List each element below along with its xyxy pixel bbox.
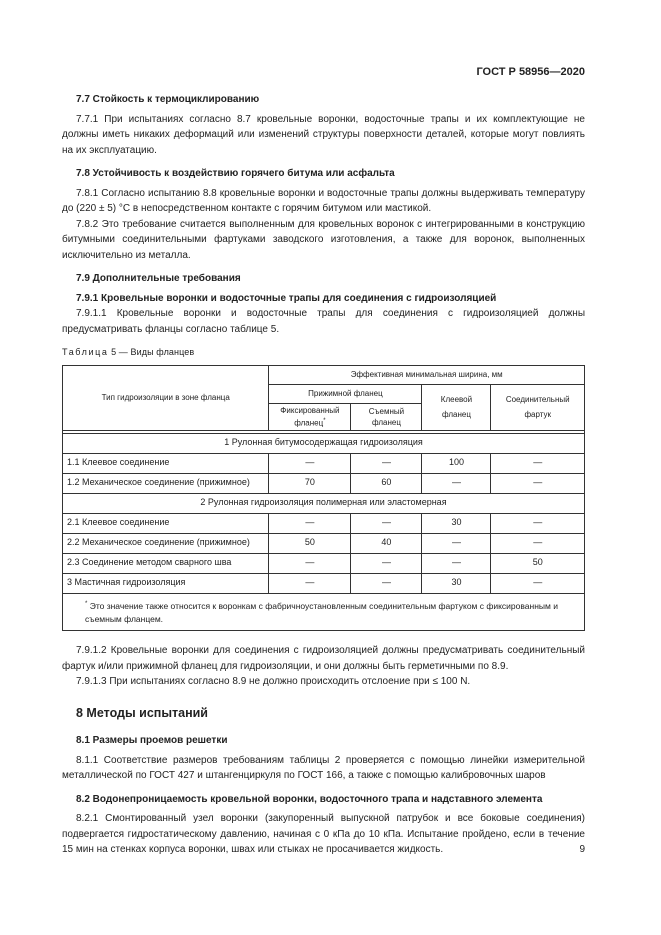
header-effective-width: Эффективная минимальная ширина, мм	[269, 365, 585, 384]
section-8-title: 8 Методы испытаний	[76, 705, 208, 720]
header-glue-flange: Клеевой фланец	[422, 384, 491, 430]
table-row: 1.1 Клеевое соединение — — 100 —	[63, 453, 585, 473]
table-footnote: * Это значение также относится к воронкам с фабричноустановленным соединительным фартуком с фиксированным и съемным фланцем.	[63, 593, 585, 631]
table-row: 2.1 Клеевое соединение — — 30 —	[63, 513, 585, 533]
table-row: 3 Мастичная гидроизоляция — — 30 —	[63, 573, 585, 593]
paragraph-7-9-1-2: 7.9.1.2 Кровельные воронки для соединения с гидроизоляцией должны предусматривать соединительный фартук и/или прижимной фланец для гидроизоляции, и они должны быть герметичными по 8.9.	[62, 645, 585, 672]
page-content	[62, 92, 585, 858]
table-row: 2.2 Механическое соединение (прижимное) 50 40 — —	[63, 533, 585, 553]
header-removable-flange: Съемный фланец	[351, 403, 422, 430]
header-fixed-flange: Фиксированный фланец*	[269, 403, 351, 430]
section-7-7-title: 7.7 Стойкость к термоциклированию	[76, 94, 260, 105]
header-clamp-flange: Прижимной фланец	[269, 384, 422, 403]
paragraph-8-2-1: 8.2.1 Смонтированный узел воронки (закупоренный выпускной патрубок и все боковые соединения) подвергается гидростатическому давлению, начиная с 0 кПа до 10 кПа. Испытание пройдено, если в течение 15 мин на стенках корпуса воронки, швах или стыках не просачивается жидкость.	[62, 813, 585, 856]
table-caption: Таблица 5 — Виды фланцев	[62, 347, 195, 357]
paragraph-7-8-1: 7.8.1 Согласно испытанию 8.8 кровельные воронки и водосточные трапы должны выдерживать температуру до (220 ± 5) °С в непосредственном контакте с горячим битумом или мастикой.	[62, 187, 585, 214]
table-row: 1.2 Механическое соединение (прижимное) 70 60 — —	[63, 473, 585, 493]
section-7-9-1-title: 7.9.1 Кровельные воронки и водосточные трапы для соединения с гидроизоляцией	[76, 292, 497, 304]
document-code: ГОСТ Р 58956—2020	[476, 66, 585, 78]
section-7-8-title: 7.8 Устойчивость к воздействию горячего битума или асфальта	[76, 168, 395, 179]
header-connecting-apron: Соединительный фартук	[491, 384, 585, 430]
section-8-2-title: 8.2 Водонепроницаемость кровельной воронки, водосточного трапа и надставного элемента	[76, 793, 543, 805]
group-row-bitumen: 1 Рулонная битумосодержащая гидроизоляция	[63, 433, 585, 453]
paragraph-7-9-1-1: 7.9.1.1 Кровельные воронки и водосточные трапы для соединения с гидроизоляцией должны предусматривать фланцы согласно таблице 5.	[62, 308, 585, 335]
header-waterproofing-type: Тип гидроизоляции в зоне фланца	[63, 365, 269, 430]
paragraph-7-7-1: 7.7.1 При испытаниях согласно 8.7 кровельные воронки, водосточные трапы и их комплектующие не должны иметь никаких деформаций или изменений структуры поверхности деталей, которые могут повлиять на их эксплуатацию.	[62, 113, 585, 156]
flange-types-table	[62, 365, 585, 632]
page-number: 9	[579, 844, 585, 855]
paragraph-7-9-1-3: 7.9.1.3 При испытаниях согласно 8.9 не должно происходить отслоение при ≤ 100 N.	[76, 676, 471, 688]
group-row-polymer: 2 Рулонная гидроизоляция полимерная или эластомерная	[63, 493, 585, 513]
section-7-9-title: 7.9 Дополнительные требования	[76, 273, 241, 284]
table-row: 2.3 Соединение методом сварного шва — — — 50	[63, 553, 585, 573]
paragraph-8-1-1: 8.1.1 Соответствие размеров требованиям таблицы 2 проверяется с помощью линейки измерительной металлической по ГОСТ 427 и штангенциркуля по ГОСТ 166, а также с помощью калибровочных шаров	[62, 754, 585, 782]
section-8-1-title: 8.1 Размеры проемов решетки	[76, 735, 228, 747]
paragraph-7-8-2: 7.8.2 Это требование считается выполненным для кровельных воронок с интегрированными в конструкцию битумными соединительными фартуками заводского изготовления, а также для воронок, выполненных исключительно из металла.	[62, 218, 585, 261]
